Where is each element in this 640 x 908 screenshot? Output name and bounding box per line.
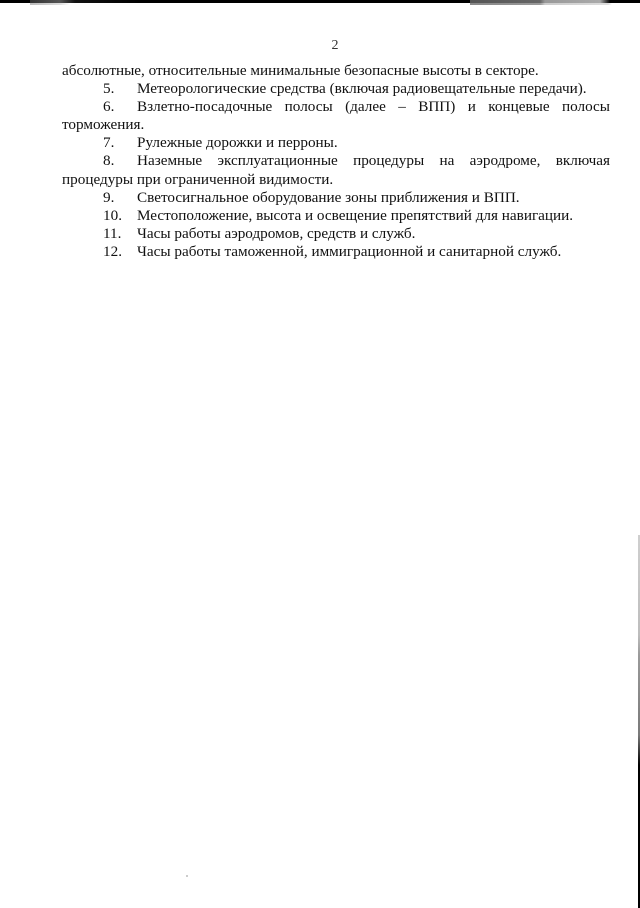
scan-speck [186,875,188,877]
list-item-number: 6. [103,98,115,116]
list-item-text-continuation: процедуры при ограниченной видимости. [62,170,334,188]
list-item-text: Наземные эксплуатационные процедуры на аэродроме, включая [137,152,610,170]
list-item-7 [62,134,610,152]
list-item-10 [62,207,610,225]
list-item-number: 8. [103,152,115,170]
list-item-6 [62,98,610,134]
list-item-number: 11. [103,224,122,242]
list-item-first-line [62,152,610,170]
continuation-paragraph: абсолютные, относительные минимальные безопасные высоты в секторе. [62,62,539,79]
list-item-text-continuation: торможения. [62,116,145,134]
list-item-number: 12. [103,242,122,260]
document-body [62,62,610,261]
list-item-number: 9. [103,188,115,206]
list-item-text: Местоположение, высота и освещение препятствий для навигации. [137,206,574,224]
list-item-5 [62,80,610,98]
list-item-12 [62,243,610,261]
list-item-text: Часы работы таможенной, иммиграционной и санитарной служб. [137,242,562,260]
page-number: 2 [331,38,339,53]
list-item-9 [62,189,610,207]
scan-top-edge-shadow [0,3,640,5]
list-item-11 [62,225,610,243]
list-item-8 [62,152,610,188]
list-item-text: Взлетно-посадочные полосы (далее – ВПП) и концевые полосы [137,98,610,116]
list-item-number: 5. [103,80,115,98]
list-item-number: 10. [103,206,122,224]
list-item-text: Метеорологические средства (включая радиовещательные передачи). [137,80,587,98]
list-item-number: 7. [103,134,115,152]
list-item-text: Светосигнальное оборудование зоны приближения и ВПП. [137,188,520,206]
list-item-text: Рулежные дорожки и перроны. [137,134,338,152]
list-item-text: Часы работы аэродромов, средств и служб. [137,224,416,242]
list-item-first-line [62,98,610,116]
